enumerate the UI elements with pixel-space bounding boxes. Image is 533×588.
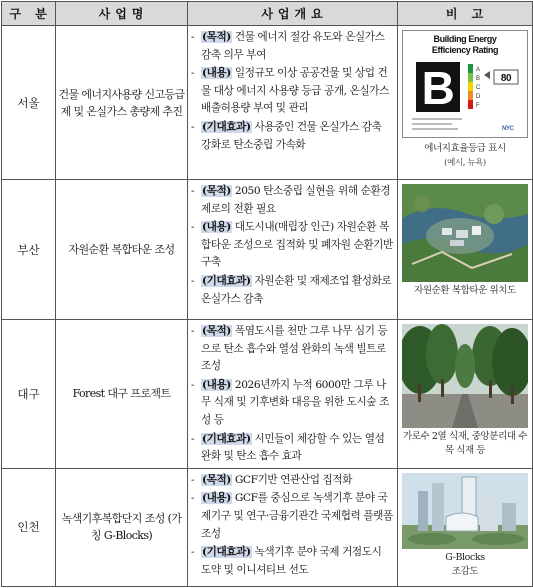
label-scale-c: C	[476, 85, 480, 91]
header-business: 사업명	[56, 2, 188, 26]
note-subcaption: (예시, 뉴욕)	[444, 158, 486, 168]
business-cell: 자원순환 복합타운 조성	[56, 180, 188, 320]
table-row-daegu	[2, 320, 533, 469]
note-caption: G-Blocks	[445, 551, 485, 563]
region-cell: 대구	[2, 320, 56, 469]
summary-item-effect: - (기대효과) 녹색기후 분야 국제 거점도시 도약 및 이니셔티브 선도	[191, 546, 382, 576]
header-note: 비 고	[398, 2, 533, 26]
note-subcaption: 조감도	[451, 565, 479, 577]
label-title-2: Efficiency Rating	[431, 45, 499, 55]
region-cell: 서울	[2, 26, 56, 180]
header-summary: 사업개요	[188, 2, 398, 26]
note-cell	[398, 468, 533, 586]
note-cell	[398, 26, 533, 180]
label-grade: B	[421, 62, 455, 114]
g-blocks-rendering-image	[402, 473, 528, 549]
summary-item-content: - (내용) GCF를 중심으로 녹색기후 분야 국제기구 및 연구·금융기관간 국제협력 플랫폼 조성	[191, 492, 393, 540]
region-cell: 인천	[2, 468, 56, 586]
summary-item-purpose: - (목적) 2050 탄소중립 실현을 위해 순환경제로의 전환 필요	[191, 185, 391, 215]
summary-item-purpose: - (목적) 건물 에너지 절감 유도와 온실가스 감축 의무 부여	[191, 31, 385, 61]
summary-item-effect: - (기대효과) 시민들이 체감할 수 있는 열섬 완화 및 탄소 흡수 효과	[191, 432, 385, 463]
energy-rating-label-image	[402, 30, 528, 138]
aerial-map-image	[402, 184, 528, 282]
table-row-busan	[2, 180, 533, 320]
project-table	[1, 1, 533, 587]
summary-cell	[188, 180, 398, 320]
label-footer: NYC	[502, 126, 514, 132]
header-row	[2, 2, 533, 26]
note-caption: 에너지효율등급 표시	[424, 143, 506, 154]
summary-item-effect: - (기대효과) 사용중인 건물 온실가스 감축 강화로 탄소중립 가속화	[191, 120, 382, 151]
label-scale-f: F	[476, 103, 480, 109]
header-region: 구 분	[2, 2, 56, 26]
label-score: 80	[500, 73, 512, 84]
business-cell: 녹색기후복합단지 조성 (가칭 G-Blocks)	[56, 468, 188, 586]
label-scale-a: A	[476, 67, 480, 73]
label-title-1: Building Energy	[433, 34, 497, 44]
region-cell: 부산	[2, 180, 56, 320]
summary-item-purpose: - (목적) 폭염도시를 천만 그루 나무 심기 등으로 탄소 흡수와 열섬 완화의 녹색 빌트로 조성	[191, 325, 388, 373]
note-cell	[398, 180, 533, 320]
summary-cell	[188, 468, 398, 586]
business-cell: Forest 대구 프로젝트	[56, 320, 188, 469]
summary-cell	[188, 26, 398, 180]
table-row-seoul	[2, 26, 533, 180]
note-caption: 가로수 2열 식재, 중앙분리대 수목 식재 등	[402, 431, 528, 456]
street-trees-photo	[402, 324, 528, 428]
summary-item-content: - (내용) 2026년까지 누적 6000만 그루 나무 식재 및 기후변화 대응을 위한 도시숲 조성 등	[191, 378, 389, 426]
note-caption: 자원순환 복합타운 위치도	[414, 285, 516, 296]
business-cell: 건물 에너지사용량 신고등급제 및 온실가스 총량제 추진	[56, 26, 188, 180]
summary-cell	[188, 320, 398, 469]
table-row-incheon	[2, 468, 533, 586]
label-scale-b: B	[476, 76, 480, 82]
label-scale-d: D	[476, 94, 480, 100]
summary-item-content: - (내용) 대도시내(매립장 인근) 자원순환 복합타운 조성으로 집적화 및 폐자원 순환기반 구축	[191, 221, 393, 269]
summary-item-purpose: - (목적) GCF기반 연관산업 집적화	[191, 473, 353, 486]
summary-item-content: - (내용) 일정규모 이상 공공건물 및 상업 건물 대상 에너지 사용량 등급 공개, 온실가스 배출허용량 부여 및 관리	[191, 67, 389, 115]
summary-item-effect: - (기대효과) 자원순환 및 재제조업 활성화로 온실가스 감축	[191, 274, 392, 305]
note-cell	[398, 320, 533, 469]
